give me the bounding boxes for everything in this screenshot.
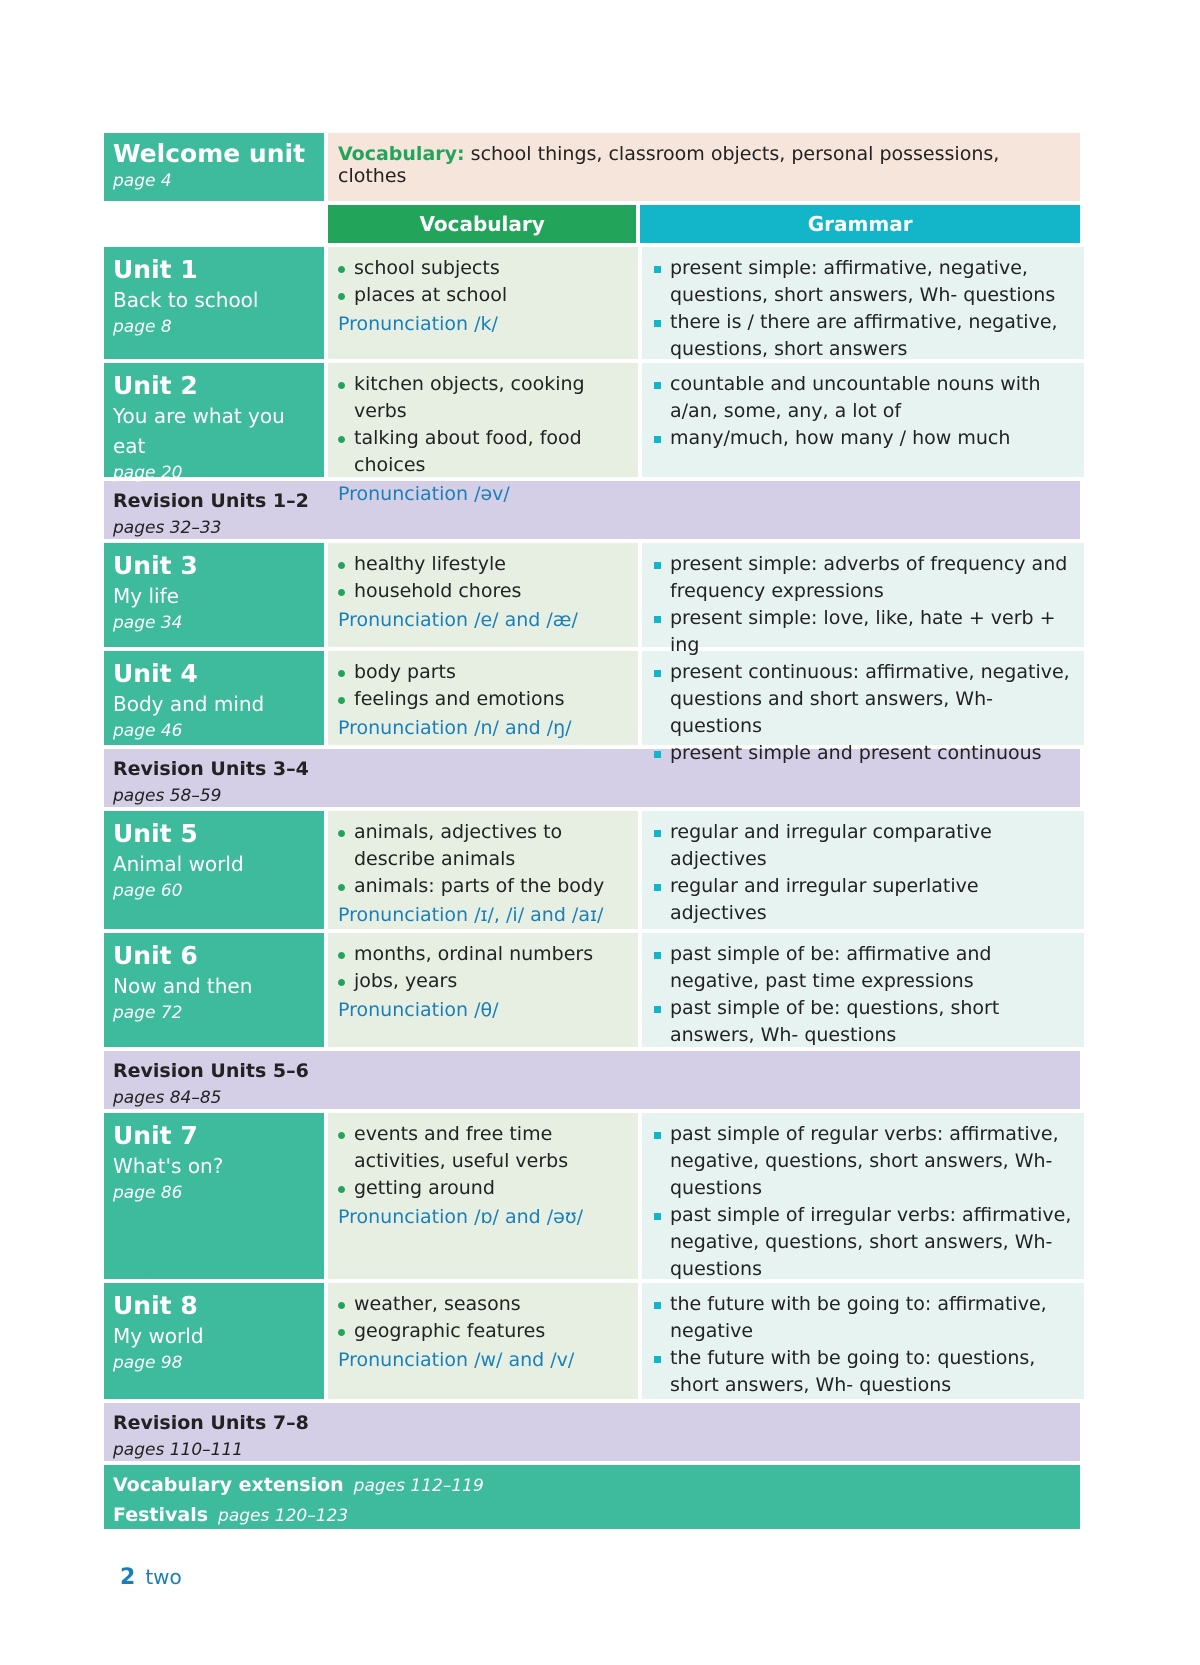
unit-title: Unit 3 [113,551,198,580]
unit-subtitle: Body and mind [113,692,265,716]
revision-pages: pages 84–85 [113,1088,222,1108]
vocab-item: feelings and emotions [338,686,628,713]
unit-row [104,247,1080,363]
vocab-item: places at school [338,282,628,309]
grammar-item: present simple: adverbs of frequency and frequency expressions [654,551,1074,605]
welcome-vocab-text: school things, classroom objects, personal possessions, clothes [338,143,1000,187]
pronunciation-link[interactable]: Pronunciation /ɒ/ and /əʊ/ [338,1206,583,1228]
extension-row [104,1465,1080,1529]
unit-row [104,811,1080,933]
vocabulary-cell [328,1283,638,1399]
unit-subtitle: Now and then [113,974,253,998]
page-footer [120,1565,182,1590]
revision-row [104,1051,1080,1113]
page-number: 2 [120,1565,136,1590]
grammar-item: the future with be going to: affirmative, negative [654,1291,1074,1345]
vocabulary-cell [328,247,638,359]
unit-cell [104,247,324,359]
vocab-item: months, ordinal numbers [338,941,628,968]
grammar-cell [642,651,1084,764]
vocabulary-header: Vocabulary [328,205,636,243]
vocab-item: events and free time activities, useful verbs [338,1121,628,1175]
welcome-vocabulary [328,133,1080,201]
unit-cell [104,933,324,1047]
pronunciation-link[interactable]: Pronunciation /w/ and /v/ [338,1349,575,1371]
unit-page: page 34 [113,613,183,633]
unit-row [104,933,1080,1051]
unit-page: page 20 [113,463,183,483]
revision-title: Revision Units 1–2 [113,490,309,512]
unit-row [104,543,1080,656]
grammar-cell [642,1283,1084,1399]
grammar-item: regular and irregular superlative adjectives [654,873,1074,927]
unit-page: page 72 [113,1003,183,1023]
revision-pages: pages 110–111 [113,1440,244,1460]
vocab-extension-label: Vocabulary extension [113,1474,344,1496]
vocab-item: body parts [338,659,628,686]
grammar-cell [642,247,1084,359]
grammar-cell [642,933,1084,1047]
grammar-item: countable and uncountable nouns with a/an, some, any, a lot of [654,371,1074,425]
unit-cell [104,543,324,647]
unit-subtitle: Back to school [113,288,259,312]
grammar-item: past simple of regular verbs: affirmative, negative, questions, short answers, Wh- questions [654,1121,1074,1202]
vocab-item: weather, seasons [338,1291,628,1318]
contents-table [104,133,1080,1529]
pronunciation-link[interactable]: Pronunciation /e/ and /æ/ [338,609,578,631]
unit-cell [104,363,324,483]
unit-subtitle: What's on? [113,1154,224,1178]
welcome-page: page 4 [113,171,172,191]
pronunciation-link[interactable]: Pronunciation /əv/ [338,483,510,505]
vocabulary-cell [328,1113,638,1279]
unit-page: page 8 [113,317,172,337]
vocab-item: getting around [338,1175,628,1202]
pronunciation-link[interactable]: Pronunciation /θ/ [338,999,499,1021]
grammar-item: present simple and present continuous [654,740,1074,767]
grammar-cell [642,1113,1084,1279]
pronunciation-link[interactable]: Pronunciation /k/ [338,313,498,335]
vocabulary-cell [328,933,638,1047]
vocab-item: animals, adjectives to describe animals [338,819,628,873]
unit-row [104,1283,1080,1403]
welcome-row [104,133,1080,201]
column-headers [104,205,1080,243]
unit-title: Unit 2 [113,371,198,400]
vocab-item: animals: parts of the body [338,873,628,900]
unit-subtitle: You are what you eat [113,404,285,458]
festivals-pages: pages 120–123 [218,1506,349,1526]
vocab-extension-line [113,1471,1071,1501]
pronunciation-link[interactable]: Pronunciation /n/ and /ŋ/ [338,717,572,739]
unit-subtitle: Animal world [113,852,244,876]
welcome-vocab-label: Vocabulary: [338,143,465,165]
unit-cell [104,811,324,929]
welcome-unit-cell [104,133,324,201]
vocabulary-cell [328,811,638,929]
vocab-item: jobs, years [338,968,628,995]
unit-row [104,1113,1080,1283]
unit-page: page 98 [113,1353,183,1373]
grammar-item: the future with be going to: questions, short answers, Wh- questions [654,1345,1074,1399]
unit-title: Unit 5 [113,819,198,848]
grammar-header: Grammar [640,205,1080,243]
vocab-item: healthy lifestyle [338,551,628,578]
unit-subtitle: My life [113,584,179,608]
vocab-item: kitchen objects, cooking verbs [338,371,628,425]
grammar-cell [642,543,1084,656]
revision-row [104,1403,1080,1465]
grammar-item: present simple: love, like, hate + verb + ing [654,605,1074,659]
festivals-label: Festivals [113,1504,209,1526]
grammar-item: many/much, how many / how much [654,425,1074,452]
unit-row [104,651,1080,764]
grammar-cell [642,811,1084,929]
vocabulary-cell [328,651,638,745]
vocab-item: geographic features [338,1318,628,1345]
welcome-title: Welcome unit [113,139,306,168]
revision-title: Revision Units 5–6 [113,1060,309,1082]
unit-subtitle: My world [113,1324,204,1348]
page-number-word: two [145,1565,182,1589]
pronunciation-link[interactable]: Pronunciation /ɪ/, /i/ and /aɪ/ [338,904,604,926]
unit-cell [104,1283,324,1399]
vocab-extension-pages: pages 112–119 [353,1476,484,1496]
grammar-item: past simple of be: questions, short answers, Wh- questions [654,995,1074,1049]
grammar-item: present continuous: affirmative, negative, questions and short answers, Wh- questions [654,659,1074,740]
grammar-item: present simple: affirmative, negative, questions, short answers, Wh- questions [654,255,1074,309]
revision-pages: pages 58–59 [113,786,222,806]
unit-cell [104,1113,324,1279]
unit-page: page 86 [113,1183,183,1203]
revision-pages: pages 32–33 [113,518,222,538]
vocabulary-cell [328,543,638,647]
grammar-cell [642,363,1084,477]
unit-title: Unit 6 [113,941,198,970]
revision-title: Revision Units 7–8 [113,1412,309,1434]
vocab-item: household chores [338,578,628,605]
unit-title: Unit 7 [113,1121,198,1150]
grammar-item: past simple of be: affirmative and negative, past time expressions [654,941,1074,995]
unit-cell [104,651,324,745]
vocab-item: school subjects [338,255,628,282]
grammar-item: there is / there are affirmative, negative, questions, short answers [654,309,1074,363]
grammar-item: past simple of irregular verbs: affirmative, negative, questions, short answers, Wh- questions [654,1202,1074,1283]
revision-title: Revision Units 3–4 [113,758,309,780]
festivals-line [113,1501,1071,1531]
unit-title: Unit 8 [113,1291,198,1320]
unit-title: Unit 4 [113,659,198,688]
unit-title: Unit 1 [113,255,198,284]
grammar-item: regular and irregular comparative adjectives [654,819,1074,873]
vocab-item: talking about food, food choices [338,425,628,479]
vocabulary-cell [328,363,638,505]
unit-page: page 46 [113,721,183,741]
unit-page: page 60 [113,881,183,901]
